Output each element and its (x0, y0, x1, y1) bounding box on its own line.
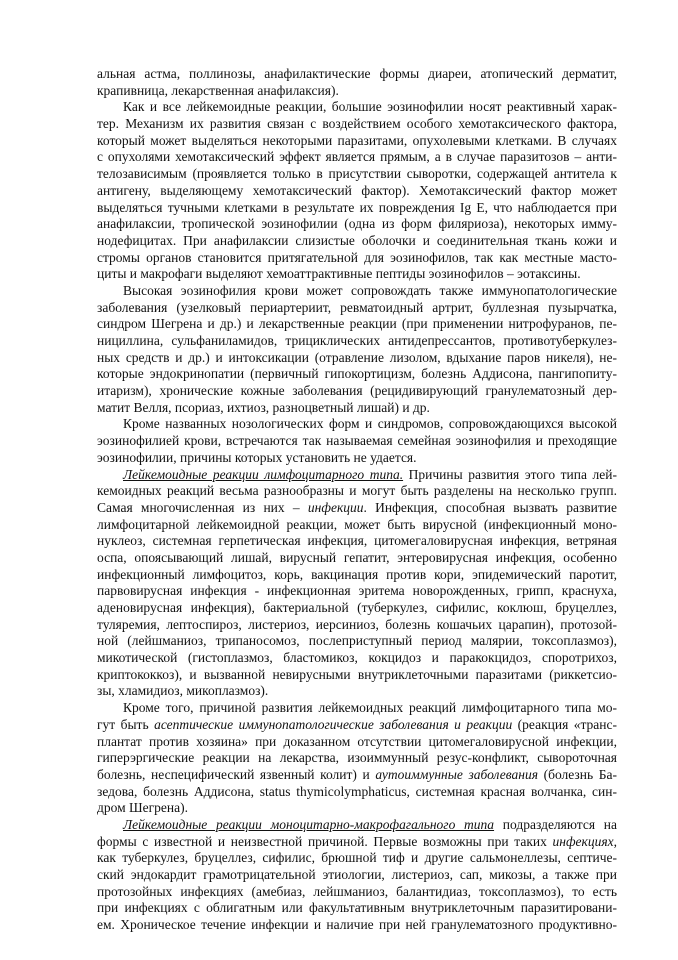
line-text: зедова, болезнь Аддисона, status thymicolymphaticus, системная красная волчанка, син- (97, 783, 617, 799)
line-text: микотической (гистоплазмоз, бластомикоз, кокцидоз и паракокцидоз, споротрихоз, (97, 650, 617, 666)
text-line (97, 867, 617, 884)
text-line (97, 316, 617, 333)
text-line (97, 333, 617, 350)
text-line (97, 583, 617, 600)
text-line (97, 850, 617, 867)
line-text-tail: . Инфекция, способная вызвать развитие (363, 499, 617, 515)
text-line (97, 133, 617, 150)
text-line (97, 433, 617, 450)
line-text-tail: (реакция «транс- (512, 716, 617, 732)
text-line (97, 633, 617, 650)
line-text: выделяться тучными клетками в результате их повреждения Ig E, что наблюдается при (97, 199, 617, 215)
line-text-tail: , (613, 833, 617, 849)
text-line (97, 250, 617, 267)
line-text: ных средств и др.) и интоксикации (отравление лизолом, вдыхание паров никеля), не- (97, 349, 617, 365)
line-text: Высокая эозинофилия крови может сопровождать также иммунопатологические (123, 282, 617, 298)
line-text: Как и все лейкемоидные реакции, большие эозинофилии носят реактивный харак- (123, 99, 617, 115)
text-line (97, 567, 617, 584)
text-line (97, 183, 617, 200)
text-line (97, 767, 617, 784)
text-line (97, 600, 617, 617)
line-text: нициллина, сульфаниламидов, трициклических антидепрессантов, противотуберкулез- (97, 333, 617, 348)
text-line (97, 784, 617, 801)
text-line (97, 800, 617, 817)
text-line (97, 233, 617, 250)
line-text: Причины развития этого типа лей- (403, 466, 618, 482)
line-text: гиперэргические реакции на лекарства, изоиммунный резус-конфликт, сывороточная (97, 750, 617, 766)
line-text: инфекционный лимфоцитоз, корь, вакцинация против кори, эпидемический паротит, (97, 566, 617, 582)
text-line (97, 83, 617, 100)
line-text: кемоидных реакций весьма разнообразны и могут быть разделены на несколько групп. (97, 483, 617, 499)
text-line (97, 66, 617, 83)
line-text: ем. Хроническое течение инфекции и наличие при ней гранулематозного продуктивно- (97, 917, 617, 933)
line-text: протозойных инфекциях (амебиаз, лейшманиоз, балантидиаз, токсоплазмоз), то есть (97, 883, 617, 899)
line-text: подразделяются на (494, 816, 618, 832)
text-line (97, 383, 617, 400)
text-line (97, 717, 617, 734)
line-text: антигену, выделяющему хемотаксический фактор). Хемотаксический фактор может (97, 182, 617, 198)
line-text: эозинофилией крови, встречаются так называемая семейная эозинофилия и преходящие (97, 433, 617, 449)
text-line (97, 517, 617, 534)
text-line (97, 366, 617, 383)
text-line (97, 149, 617, 166)
line-text: эозинофилии, причины которых установить не удается. (97, 449, 417, 465)
text-line (97, 884, 617, 901)
text-line (97, 533, 617, 550)
text-line (97, 166, 617, 183)
text-line (97, 300, 617, 317)
text-line (97, 550, 617, 567)
line-text: альная астма, поллинозы, анафилактические формы диареи, атопический дерматит, (97, 66, 617, 81)
text-line (97, 683, 617, 700)
line-text: анафилаксии, тропической эозинофилии (одна из форм филяриоза), некоторых имму- (97, 216, 617, 232)
text-line (97, 917, 617, 934)
line-text: нуклеоз, системная герпетическая инфекция, цитомегаловирусная инфекция, ветряная (97, 533, 617, 549)
line-text: туляремия, лептоспироз, листериоз, иерсиниоз, болезнь кошачьих царапин), протозой- (97, 616, 617, 632)
line-text: ной (лейшманиоз, трипаносомоз, послеприступный период малярии, токсоплазмоз), (97, 633, 617, 649)
line-text: парвовирусная инфекция - инфекционная эритема новорожденных, грипп, краснуха, (97, 583, 617, 599)
line-text: синдром Шегрена и др.) и лекарственные реакции (при применении нитрофуранов, пе- (97, 316, 617, 332)
line-text: с опухолями хемотаксический эффект является прямым, а в случае паразитозов – анти- (97, 149, 617, 165)
text-line (97, 350, 617, 367)
line-text: при инфекциях с облигатным или факультативным внутриклеточным паразитировани- (97, 900, 617, 916)
text-line (97, 500, 617, 517)
text-line (97, 734, 617, 751)
line-text: матит Велля, псориаз, ихтиоз, разноцветный лишай) и др. (97, 399, 430, 415)
line-text: плантат против хозяина» при доказанном отсутствии цитомегаловирусной инфекции, (97, 733, 617, 749)
line-text: Кроме того, причиной развития лейкемоидных реакций лимфоцитарного типа мо- (123, 700, 617, 716)
text-line (97, 650, 617, 667)
line-text: аденовирусная инфекция), бактериальной (туберкулез, сифилис, коклюш, бруцеллез, (97, 600, 617, 615)
line-text: стромы органов становится притягательной для эозинофилов, так как местные масто- (97, 249, 617, 265)
emphasis-text: инфекциях (552, 833, 614, 849)
text-line (97, 900, 617, 917)
document-page (97, 66, 617, 934)
section-heading: Лейкемоидные реакции моноцитарно-макрофагального типа (123, 816, 495, 832)
line-text: телозависимым (проявляется только в присутствии сыворотки, содержащей антитела к (97, 166, 617, 182)
line-text: болезнь, неспецифический язвенный колит) и (97, 766, 376, 782)
line-text: Кроме названных нозологических форм и синдромов, сопровождающихся высокой (123, 416, 617, 432)
text-line (97, 750, 617, 767)
text-line (97, 266, 617, 283)
line-text: тер. Механизм их развития связан с воздействием особого хемотаксического фактора, (97, 116, 617, 132)
line-text: итаризм), хронические кожные заболевания (рецидивирующий гранулематозный дер- (97, 383, 617, 399)
line-text: криптококкоз), и вызванной невирусными внутриклеточными паразитами (риккетсио- (97, 666, 617, 682)
line-text: циты и макрофаги выделяют хемоаттрактивные пептиды эозинофилов – эотаксины. (97, 266, 581, 282)
line-text: оспа, опоясывающий лишай, вирусный гепатит, энтеровирусная инфекция, особенно (97, 549, 617, 565)
line-text: лимфоцитарной лейкемоидной реакции, может быть вирусной (инфекционный моно- (97, 516, 617, 532)
line-text-tail: (болезнь Ба- (538, 766, 617, 782)
line-text: нодефицитах. При анафилаксии слизистые оболочки и соединительная ткань кожи и (97, 232, 617, 248)
text-line (97, 617, 617, 634)
text-line (97, 700, 617, 717)
emphasis-text: инфекции (307, 499, 364, 515)
text-line (97, 667, 617, 684)
line-text: гут быть (97, 716, 155, 732)
line-text: как туберкулез, бруцеллез, сифилис, брюшной тиф и другие сальмонеллезы, септиче- (97, 850, 617, 866)
line-text: формы с известной и неизвестной причиной. Первые возможны при таких (97, 833, 553, 849)
emphasis-text: асептические иммунопатологические заболевания и реакции (154, 716, 513, 732)
text-line (97, 200, 617, 217)
line-text: которые эндокринопатии (первичный гипокортицизм, болезнь Аддисона, пангипопиту- (97, 366, 617, 382)
line-text: заболевания (узелковый периартериит, ревматоидный артрит, буллезная пузырчатка, (97, 299, 617, 315)
text-line (97, 817, 617, 834)
text-line (97, 834, 617, 851)
text-line (97, 450, 617, 467)
section-heading: Лейкемоидные реакции лимфоцитарного типа. (123, 466, 404, 482)
line-text: ский эндокардит грамотрицательной этиологии, листериоз, сап, микозы, а также при (97, 867, 617, 882)
text-line (97, 400, 617, 417)
line-text: дром Шегрена). (97, 800, 189, 816)
emphasis-text: аутоиммунные заболевания (375, 766, 538, 782)
line-text: крапивница, лекарственная анафилаксия). (97, 82, 339, 98)
text-line (97, 216, 617, 233)
text-line (97, 116, 617, 133)
text-line (97, 483, 617, 500)
text-line (97, 283, 617, 300)
line-text: Самая многочисленная из них – (97, 499, 308, 515)
text-line (97, 467, 617, 484)
line-text: который может выделяться некоторыми паразитами, опухолевыми клетками. В случаях (97, 132, 617, 148)
text-line (97, 99, 617, 116)
text-line (97, 416, 617, 433)
line-text: зы, хламидиоз, микоплазмоз). (97, 683, 269, 699)
